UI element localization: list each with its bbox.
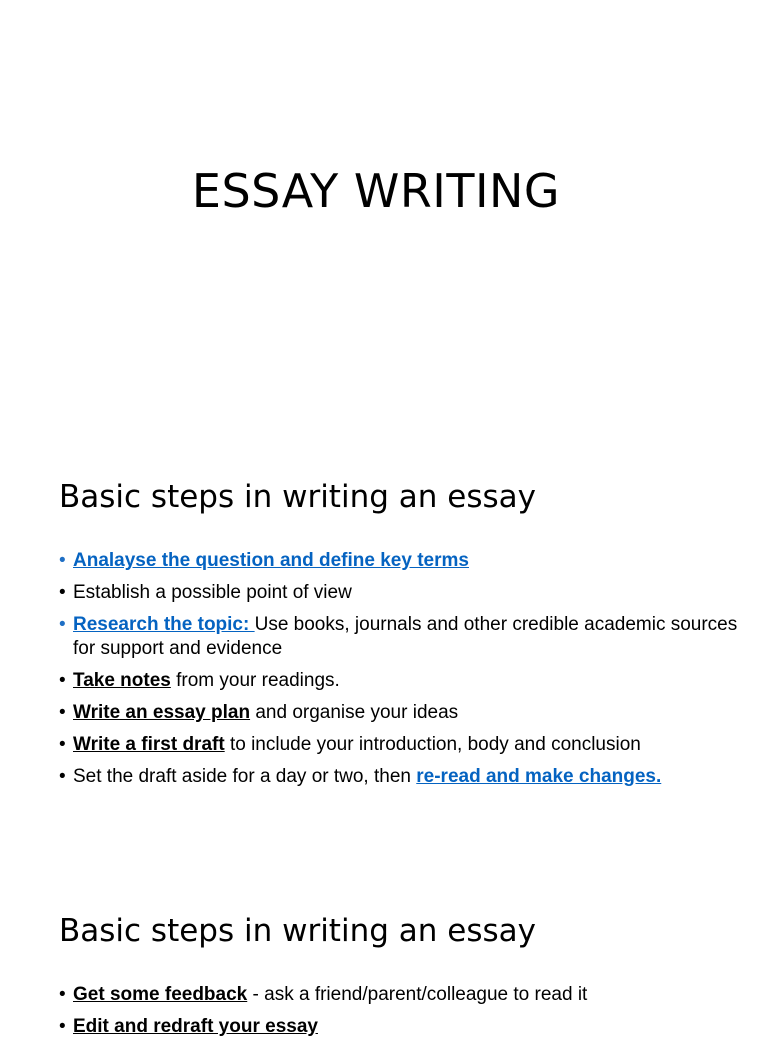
page-title: ESSAY WRITING (191, 164, 561, 218)
key-term: Write an essay plan (73, 702, 251, 723)
bullet-icon: • (59, 614, 66, 635)
item-text: and organise your ideas (250, 702, 459, 723)
key-term: Write a first draft (73, 734, 225, 755)
bullet-icon: • (59, 550, 66, 571)
bullet-icon: • (59, 702, 66, 723)
bullet-icon: • (59, 582, 66, 603)
steps-list (59, 983, 739, 1047)
list-item (59, 581, 739, 605)
reread-changes-link[interactable]: re-read and make changes. (416, 766, 662, 787)
list-item (59, 765, 739, 789)
key-term: Take notes (73, 670, 171, 691)
research-topic-link[interactable]: Research the topic: (73, 614, 255, 635)
section-heading: Basic steps in writing an essay (59, 913, 536, 949)
bullet-icon: • (59, 984, 66, 1005)
bullet-icon: • (59, 766, 66, 787)
item-text: Set the draft aside for a day or two, then (73, 766, 417, 787)
list-item (59, 1015, 739, 1039)
list-item (59, 549, 739, 573)
list-item (59, 613, 739, 661)
list-item (59, 669, 739, 693)
steps-list (59, 549, 739, 797)
bullet-icon: • (59, 734, 66, 755)
list-item (59, 983, 739, 1007)
item-text: from your readings. (170, 670, 340, 691)
item-text: Use books, journals and other credible academic sources for support and evidence (73, 614, 738, 659)
item-text: - ask a friend/parent/colleague to read it (247, 984, 588, 1005)
bullet-icon: • (59, 670, 66, 691)
key-term: Edit and redraft your essay (73, 1016, 318, 1037)
bullet-icon: • (59, 1016, 66, 1037)
list-item (59, 701, 739, 725)
item-text: to include your introduction, body and conclusion (224, 734, 641, 755)
item-text: Establish a possible point of view (73, 582, 352, 603)
list-item (59, 733, 739, 757)
analyse-question-link[interactable]: Analayse the question and define key terms (73, 550, 469, 571)
key-term: Get some feedback (73, 984, 248, 1005)
section-heading: Basic steps in writing an essay (59, 479, 536, 515)
